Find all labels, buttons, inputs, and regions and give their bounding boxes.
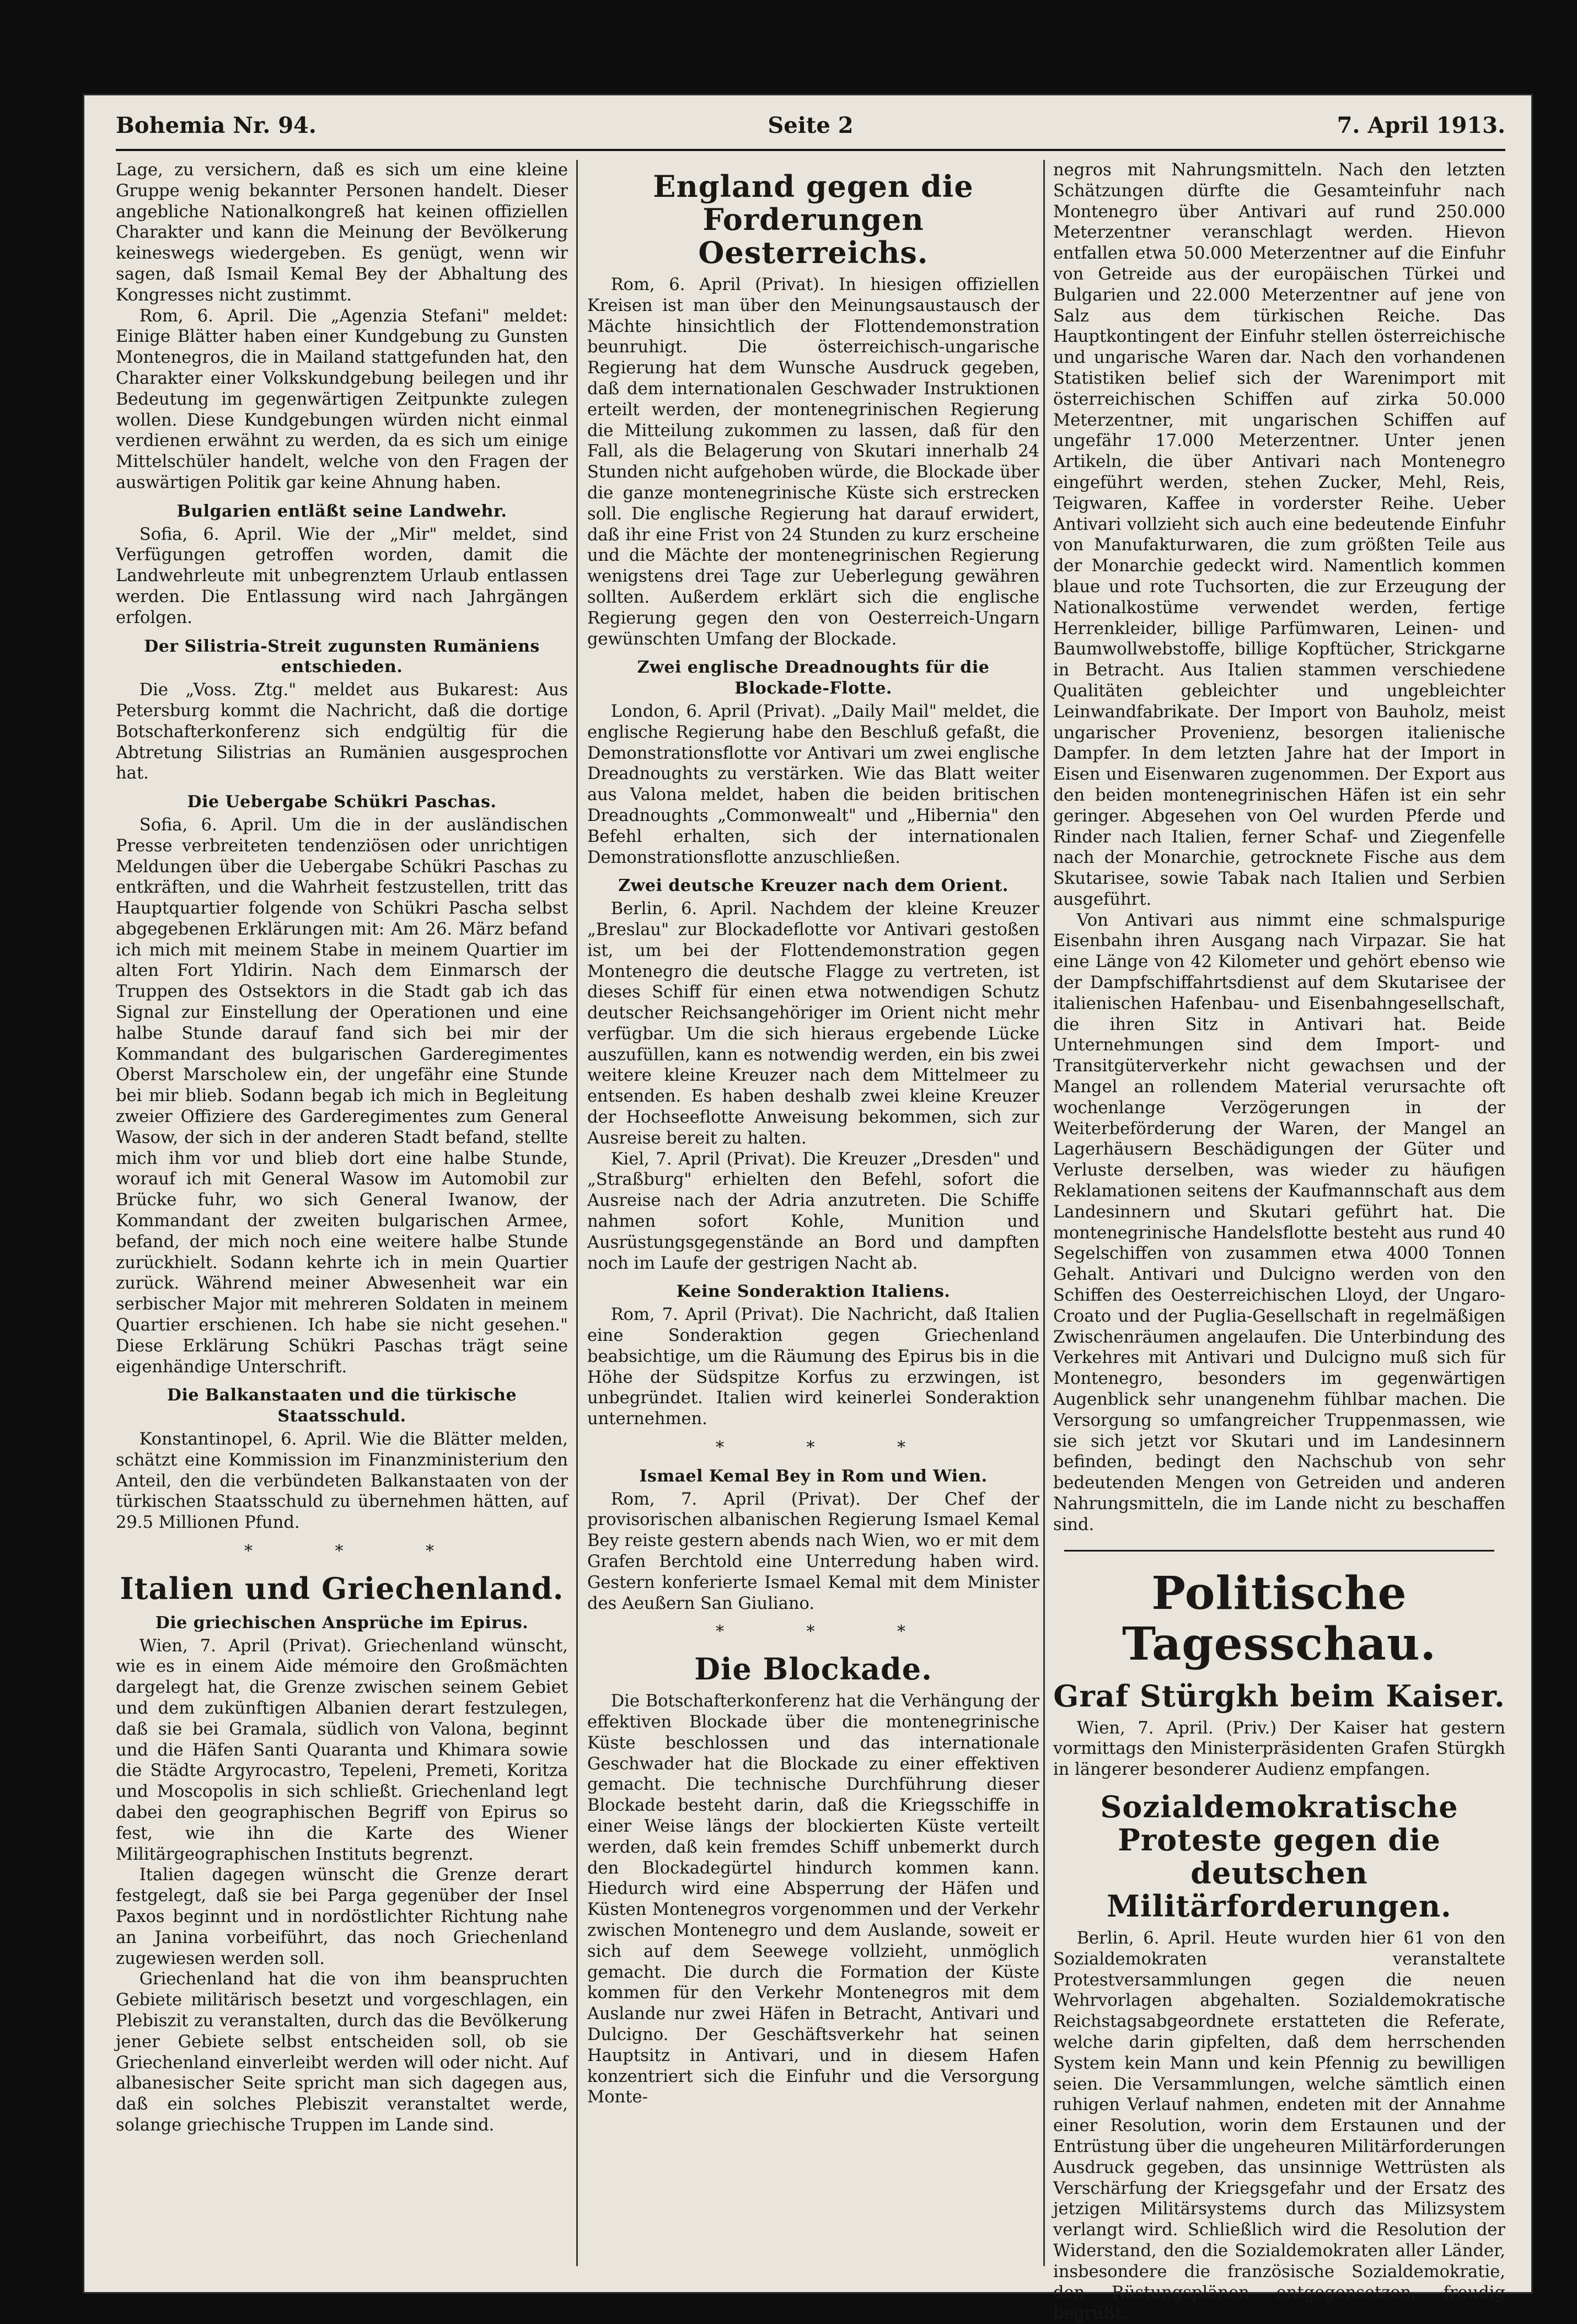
article-headline: England gegen die Forderungen Oesterreichs. [653,169,974,270]
article-paragraph: Griechenland hat die von ihm beanspruchten Gebiete militärisch besetzt und vorgeschlagen, ein Plebiszit zu veranstalten, durch das die Bevölkerung jener Gebiete selbst entscheiden soll, ob sie Griechenland einverleibt werden will oder nicht. Auf albanesischer Seite spricht man sich dagegen aus, daß ein solches Plebiszit veranstaltet werde, solange griechische Truppen im Lande sind. [116,1969,568,2135]
article-subheading: Bulgarien entläßt seine Landwehr. [176,501,507,521]
article-subheading: Ismael Kemal Bey in Rom und Wien. [639,1466,988,1486]
section-title: Politische Tagesschau. [1122,1566,1436,1671]
article-paragraph: Rom, 7. April (Privat). Der Chef der provisorischen albanischen Regierung Ismael Kemal Bey reiste gestern abends nach Wien, wo er mit dem Grafen Berchtold eine Unterredung haben wird. Gestern konferierte Ismael Kemal mit dem Minister des Aeußern San Giuliano. [587,1489,1039,1613]
article-paragraph: Berlin, 6. April. Heute wurden hier 61 von den Sozialdemokraten veranstaltete Protestversammlungen gegen die neuen Wehrvorlagen abgehalten. Sozialdemokratische Reichstagsabgeordnete erstatteten die Referate, welche darin gipfelten, daß dem herrschenden System kein Mann und kein Pfennig zu bewilligen seien. Die Versammlungen, welche sämtlich einen ruhigen Verlauf nahmen, endeten mit der Annahme einer Resolution, worin dem Erstaunen und der Entrüstung über die ungeheuren Militärforderungen Ausdruck gegeben, das unsinnige Wettrüsten als Verschärfung der Kriegsgefahr und der Ersatz des jetzigen Militärsystems durch das Milizsystem verlangt wird. Schließlich wird die Resolution der Widerstand, den die Sozialdemokraten aller Länder, insbesondere die französische Sozialdemokratie, den Rüstungsplänen entgegensetzen, freudig begrüßt. [1053,1928,1505,2323]
article-paragraph: Kiel, 7. April (Privat). Die Kreuzer „Dresden" und „Straßburg" erhielten den Befehl, sofort die Ausreise nach der Adria anzutreten. Die Schiffe nahmen sofort Kohle, Munition und Ausrüstungsgegenstände an Bord und dampften noch im Laufe der gestrigen Nacht ab. [587,1149,1039,1273]
column-divider-2 [1043,160,1045,2266]
column-divider-1 [576,160,578,2266]
article-subheading: Der Silistria-Streit zugunsten Rumäniens entschieden. [144,636,540,677]
section-separator: * * * [715,1622,945,1642]
header-rule [116,149,1505,151]
column-3 [1053,160,1505,2323]
column-2 [587,160,1039,2266]
article-paragraph: Wien, 7. April (Privat). Griechenland wünscht, wie es in einem Aide mémoire den Großmächten dargelegt hat, die Grenze zwischen seinem Gebiet und dem zukünftigen Albanien derart festzulegen, daß sie bei Gramala, südlich von Valona, beginnt und die Häfen Santi Quaranta und Khimara sowie die Städte Argyrocastro, Tepeleni, Premeti, Koritza und Moscopolis in sich schließt. Griechenland legt dabei den geographischen Begriff von Epirus so fest, wie ihn die Karte des Wiener Militärgeographischen Instituts begrenzt. [116,1636,568,1864]
article-paragraph: Von Antivari aus nimmt eine schmalspurige Eisenbahn ihren Ausgang nach Virpazar. Sie hat eine Länge von 42 Kilometer und gehört ebenso wie der Dampfschiffahrtsdienst auf dem Skutarisee der italienischen Hafenbau- und Eisenbahngesellschaft, die ihren Sitz in Antivari hat. Beide Unternehmungen sind dem Import- und Transitgüterverkehr nicht gewachsen und der Mangel an rollendem Material verursachte oft wochenlange Verzögerungen in der Weiterbeförderung der Waren, der Mangel an Lagerhäusern Beschädigungen der Güter und Verluste derselben, was wieder zu häufigen Reklamationen seitens der Kaufmannschaft aus dem Landesinnern und Skutari geführt hat. Die montenegrinische Handelsflotte besteht aus rund 40 Segelschiffen von zusammen etwa 4000 Tonnen Gehalt. Antivari und Dulcigno werden von den Schiffen des Oesterreichischen Lloyd, der Ungaro-Croato und der Puglia-Gesellschaft in regelmäßigen Zwischenräumen angelaufen. Die Unterbindung des Verkehres mit Antivari und Dulcigno muß sich für Montenegro, besonders im gegenwärtigen Augenblick sehr unangenehm fühlbar machen. Die Versorgung so umfangreicher Truppenmassen, wie sie sich jetzt vor Skutari und im Landesinnern befinden, bedingt den Nachschub von sehr bedeutenden Mengen von Getreiden und anderen Nahrungsmitteln, die im Lande nicht zu beschaffen sind. [1053,910,1505,1534]
article-paragraph: Sofia, 6. April. Um die in der ausländischen Presse verbreiteten tendenziösen oder unrichtigen Meldungen über die Uebergabe Schükri Paschas zu entkräften, und die Wahrheit festzustellen, tritt das Hauptquartier folgende von Schükri Pascha selbst abgegebenen Erklärungen mit: Am 26. März befand ich mich mit meinem Stabe in meinem Quartier im alten Fort Yldirin. Nach dem Einmarsch der Truppen des Ostsektors in die Stadt gab ich das Signal zur Einstellung der Operationen und eine halbe Stunde darauf fand sich bei mir der Kommandant des bulgarischen Garderegimentes Oberst Marscholew ein, der ungefähr eine Stunde bei mir blieb. Sodann begab ich mich in Begleitung zweier Offiziere des Garderegimentes zum General Wasow, der sich in der anderen Stadt befand, stellte mich ihm vor und blieb dort eine halbe Stunde, worauf ich mit General Wasow im Automobil zur Brücke fuhr, wo sich General Iwanow, der Kommandant der zweiten bulgarischen Armee, befand, der mich noch eine weitere halbe Stunde zurückhielt. Sodann kehrte ich in mein Quartier zurück. Während meiner Abwesenheit war ein serbischer Major mit mehreren Soldaten in meinem Quartier erschienen. Ich habe sie nicht gesehen." Diese Erklärung Schükri Paschas trägt seine eigenhändige Unterschrift. [116,815,568,1377]
article-paragraph: Lage, zu versichern, daß es sich um eine kleine Gruppe wenig bekannter Personen handelt. Dieser angebliche Nationalkongreß hat keinen offiziellen Charakter und kann die Meinung der Bevölkerung keineswegs wiedergeben. Es genügt, wenn wir sagen, daß Ismail Kemal Bey der Abhaltung des Kongresses nicht zustimmt. [116,160,568,305]
article-paragraph: Rom, 6. April (Privat). In hiesigen offiziellen Kreisen ist man über den Meinungsaustausch der Mächte hinsichtlich der Flottendemonstration beunruhigt. Die österreichisch-ungarische Regierung hat dem Wunsche Ausdruck gegeben, daß dem internationalen Geschwader Instruktionen erteilt werden, der montenegrinischen Regierung die Mitteilung zukommen zu lassen, daß für den Fall, als die Belagerung von Skutari innerhalb 24 Stunden nicht aufgehoben würde, die Blockade über die ganze montenegrinische Küste sich erstrecken soll. Die englische Regierung hat darauf erwidert, daß ihr eine Frist von 24 Stunden zu kurz erscheine und die Mächte der montenegrinischen Regierung wenigstens drei Tage zur Ueberlegung gewähren sollten. Außerdem erklärt sich die englische Regierung gegen den von Oesterreich-Ungarn gewünschten Umfang der Blockade. [587,275,1039,649]
article-paragraph: Berlin, 6. April. Nachdem der kleine Kreuzer „Breslau" zur Blockadeflotte vor Antivari gestoßen ist, um bei der Flottendemonstration gegen Montenegro die deutsche Flagge zu vertreten, ist dieses Schiff für einen etwa notwendigen Schutz deutscher Reichsangehöriger im Orient nicht mehr verfügbar. Um die sich hieraus ergebende Lücke auszufüllen, kann es notwendig werden, ein bis zwei weitere kleine Kreuzer nach dem Mittelmeer zu entsenden. Es haben deshalb zwei kleine Kreuzer der Hochseeflotte Anweisung bekommen, sich zur Ausreise bereit zu halten. [587,899,1039,1148]
section-separator: * * * [244,1542,473,1561]
article-paragraph: Rom, 6. April. Die „Agenzia Stefani" meldet: Einige Blätter haben einer Kundgebung zu Gunsten Montenegros, die in Mailand stattgefunden hat, den Charakter einer Volkskundgebung beilegen und ihr Bedeutung im gegenwärtigen Zeitpunkte zulegen wollen. Diese Kundgebungen würden nicht einmal verdienen erwähnt zu werden, da es sich um einige Mittelschüler handelt, welche von den Fragen der auswärtigen Politik gar keine Ahnung haben. [116,306,568,492]
article-paragraph: London, 6. April (Privat). „Daily Mail" meldet, die englische Regierung habe den Beschluß gefaßt, die Demonstrationsflotte vor Antivari um zwei englische Dreadnoughts zu verstärken. Wie das Blatt weiter aus Valona meldet, haben die beiden britischen Dreadnoughts „Commonwealt" und „Hibernia" den Befehl erhalten, sich der internationalen Demonstrationsflotte anzuschließen. [587,701,1039,867]
column-1 [116,160,568,2266]
article-subheading: Die Uebergabe Schükri Paschas. [187,792,497,812]
article-paragraph: Die „Voss. Ztg." meldet aus Bukarest: Aus Petersburg kommt die Nachricht, daß die dortige Botschafterkonferenz sich endgültig für die Abtretung Silistrias an Rumänien ausgesprochen hat. [116,680,568,783]
article-paragraph: negros mit Nahrungsmitteln. Nach den letzten Schätzungen dürfte die Gesamteinfuhr nach Montenegro über Antivari auf rund 250.000 Meterzentner veranschlagt werden. Hievon entfallen etwa 50.000 Meterzentner auf die Einfuhr von Getreide aus der europäischen Türkei und Bulgarien und 22.000 Meterzentner auf jene von Salz aus dem türkischen Reiche. Das Hauptkontingent der Einfuhr stellen österreichische und ungarische Waren dar. Nach den vorhandenen Statistiken belief sich der Warenimport mit österreichischen Schiffen auf zirka 50.000 Meterzentner, mit ungarischen Schiffen auf ungefähr 17.000 Meterzentner. Unter jenen Artikeln, die über Antivari nach Montenegro eingeführt werden, stehen Zucker, Mehl, Reis, Teigwaren, Kaffee in vorderster Reihe. Ueber Antivari vollzieht sich auch eine bedeutende Einfuhr von Manufakturwaren, die zum größten Teile aus der Monarchie gedeckt wird. Namentlich kommen blaue und rote Tuchsorten, die zur Erzeugung der Nationalkostüme verwendet werden, fertige Herrenkleider, billige Parfümwaren, Leinen- und Baumwollwebstoffe, billige Kopftücher, Strickgarne in Betracht. Aus Italien stammen verschiedene Qualitäten gebleichter und ungebleichter Leinwandfabrikate. Der Import von Bauholz, meist ungarischer Provenienz, besorgen italienische Dampfer. In dem letzten Jahre hat der Import in Eisen und Eisenwaren zugenommen. Der Export aus den beiden montenegrinischen Häfen ist ein sehr geringer. Abgesehen von Oel wurden Pferde und Rinder nach Italien, ferner Schaf- und Ziegenfelle nach der Monarchie, getrocknete Fische aus dem Skutarisee, sowie Tabak nach Italien und Serbien ausgeführt. [1053,160,1505,909]
section-rule [1064,1550,1494,1552]
article-subheading: Zwei englische Dreadnoughts für die Blockade-Flotte. [637,658,990,699]
masthead-issue: Bohemia Nr. 94. [116,112,317,138]
article-headline: Italien und Griechenland. [120,1570,564,1606]
article-paragraph: Sofia, 6. April. Wie der „Mir" meldet, sind Verfügungen getroffen worden, damit die Landwehrleute mit unbegrenztem Urlaub entlassen werden. Die Entlassung wird nach Jahrgängen erfolgen. [116,524,568,627]
article-subheading: Die Balkanstaaten und die türkische Staatsschuld. [167,1386,517,1426]
article-paragraph: Italien dagegen wünscht die Grenze derart festgelegt, daß sie bei Parga gegenüber der Insel Paxos beginnt und in nordöstlichter Richtung nahe an Janina vorbeiführt, das noch Griechenland zugewiesen werden soll. [116,1865,568,1968]
article-paragraph: Wien, 7. April. (Priv.) Der Kaiser hat gestern vormittags den Ministerpräsidenten Grafen Stürgkh in längerer besonderer Audienz empfangen. [1053,1718,1505,1780]
article-subheading: Keine Sonderaktion Italiens. [676,1282,951,1302]
newspaper-page [83,94,1533,2323]
article-paragraph: Konstantinopel, 6. April. Wie die Blätter melden, schätzt eine Kommission im Finanzministerium den Anteil, den die verbündeten Balkanstaaten von der türkischen Staatsschuld zu übernehmen hätten, auf 29.5 Millionen Pfund. [116,1430,568,1533]
article-subheading: Die griechischen Ansprüche im Epirus. [155,1613,529,1633]
section-separator: * * * [715,1438,945,1458]
page-header [116,106,1505,144]
article-paragraph: Die Botschafterkonferenz hat die Verhängung der effektiven Blockade über die montenegrinische Küste beschlossen und das internationale Geschwader hat die Blockade zu einer effektiven gemacht. Die technische Durchführung dieser Blockade besteht darin, daß die Kriegsschiffe in einer Weise längs der blockierten Küste verteilt werden, daß kein fremdes Schiff unbemerkt durch den Blockadegürtel hindurch kommen kann. Hiedurch wird eine Absperrung der Häfen und Küsten Montenegros vorgenommen und der Verkehr zwischen Montenegro und dem Auslande, soweit er sich auf dem Seewege vollzieht, unmöglich gemacht. Die durch die Formation der Küste kommen für den Verkehr Montenegros mit dem Auslande nur zwei Häfen in Betracht, Antivari und Dulcigno. Der Geschäftsverkehr hat seinen Hauptsitz in Antivari, und in diesem Hafen konzentriert sich die Einfuhr und die Versorgung Monte- [587,1692,1039,2107]
article-paragraph: Rom, 7. April (Privat). Die Nachricht, daß Italien eine Sonderaktion gegen Griechenland beabsichtige, um die Räumung des Epirus bis in die Höhe der Südspitze Korfus zu erzwingen, ist unbegründet. Italien wird keinerlei Sonderaktion unternehmen. [587,1305,1039,1429]
article-headline: Sozialdemokratische Proteste gegen die deutschen Militärforderungen. [1100,1789,1458,1924]
issue-date: 7. April 1913. [1337,112,1505,138]
article-headline: Die Blockade. [694,1651,932,1687]
page-number: Seite 2 [768,112,854,138]
article-subheading: Zwei deutsche Kreuzer nach dem Orient. [618,876,1009,896]
article-headline: Graf Stürgkh beim Kaiser. [1053,1678,1505,1714]
